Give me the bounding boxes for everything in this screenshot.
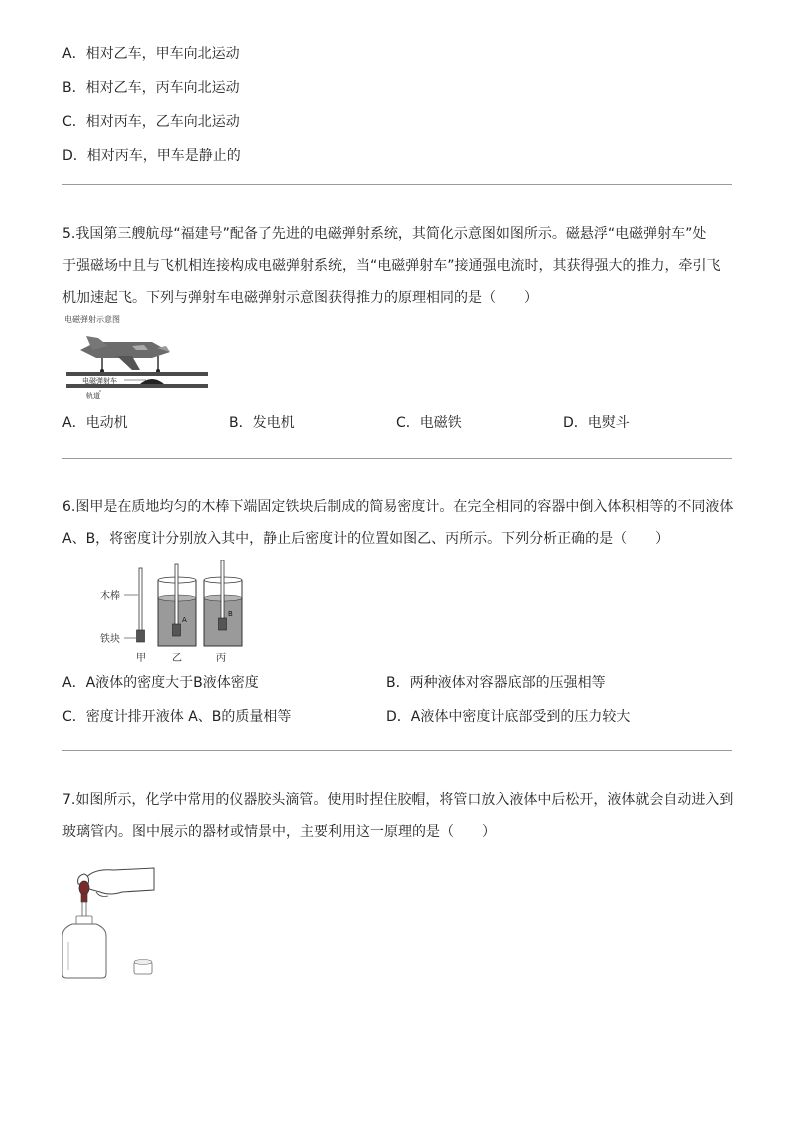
catapult-figure — [62, 312, 212, 406]
q4-option-d: D．相对丙车，甲车是静止的 — [62, 148, 241, 164]
hydrometer-jia — [137, 568, 145, 642]
divider — [62, 184, 732, 185]
wood-stick-label: 木棒 — [100, 591, 120, 602]
q6-option-b: B．两种液体对容器底部的压强相等 — [386, 675, 606, 691]
catapult-figure-title: 电磁弹射示意图 — [64, 315, 120, 324]
q5-stem-line-3: 机加速起飞。下列与弹射车电磁弹射示意图获得推力的原理相同的是（ ） — [62, 290, 538, 306]
container-bing — [204, 560, 242, 646]
label-bing: 丙 — [216, 653, 226, 664]
q5-option-d: D．电熨斗 — [563, 415, 630, 431]
liquid-a-label: A — [182, 616, 187, 624]
q4-option-a: A．相对乙车，甲车向北运动 — [62, 46, 240, 62]
reagent-bottle-icon — [62, 916, 106, 978]
liquid-b-label: B — [228, 610, 233, 618]
track-label: 轨道 — [86, 392, 100, 400]
catapult-car-label: 电磁弹射车 — [82, 377, 117, 385]
q6-stem-line-2: A、B，将密度计分别放入其中，静止后密度计的位置如图乙、丙所示。下列分析正确的是（ ） — [62, 531, 670, 547]
iron-block-label: 铁块 — [100, 634, 120, 645]
hand-icon — [78, 868, 154, 897]
q4-option-c: C．相对丙车，乙车向北运动 — [62, 114, 240, 130]
container-yi — [158, 564, 196, 646]
q6-option-a: A．A液体的密度大于B液体密度 — [62, 675, 259, 691]
q7-stem-line-2: 玻璃管内。图中展示的器材或情景中，主要利用这一原理的是（ ） — [62, 824, 496, 840]
deck-bar — [66, 372, 208, 376]
q5-option-a: A．电动机 — [62, 415, 128, 431]
q5-option-c: C．电磁铁 — [396, 415, 462, 431]
q6-stem-line-1: 6.图甲是在质地均匀的木棒下端固定铁块后制成的简易密度计。在完全相同的容器中倒入体积相等的不同液体 — [62, 499, 734, 515]
divider — [62, 750, 732, 751]
q5-option-b: B．发电机 — [229, 415, 295, 431]
q4-option-b: B．相对乙车，丙车向北运动 — [62, 80, 240, 96]
q5-stem-line-1: 5.我国第三艘航母“福建号”配备了先进的电磁弹射系统，其简化示意图如图所示。磁悬浮“电磁弹射车”处 — [62, 226, 707, 242]
q5-stem-line-2: 于强磁场中且与飞机相连接构成电磁弹射系统，当“电磁弹射车”接通强电流时，其获得强大的推力，牵引飞 — [62, 258, 721, 274]
q6-option-d: D．A液体中密度计底部受到的压力较大 — [386, 709, 631, 725]
q7-stem-line-1: 7.如图所示，化学中常用的仪器胶头滴管。使用时捏住胶帽，将管口放入液体中后松开，液体就会自动进入到 — [62, 792, 734, 808]
jet-icon — [80, 336, 170, 373]
label-jia: 甲 — [136, 653, 146, 664]
dropper-figure — [62, 862, 162, 982]
q6-option-c: C．密度计排开液体 A、B的质量相等 — [62, 709, 292, 725]
hydrometer-figure — [96, 560, 256, 670]
bottle-cap-icon — [134, 960, 152, 975]
divider — [62, 458, 732, 459]
label-yi: 乙 — [172, 653, 182, 664]
